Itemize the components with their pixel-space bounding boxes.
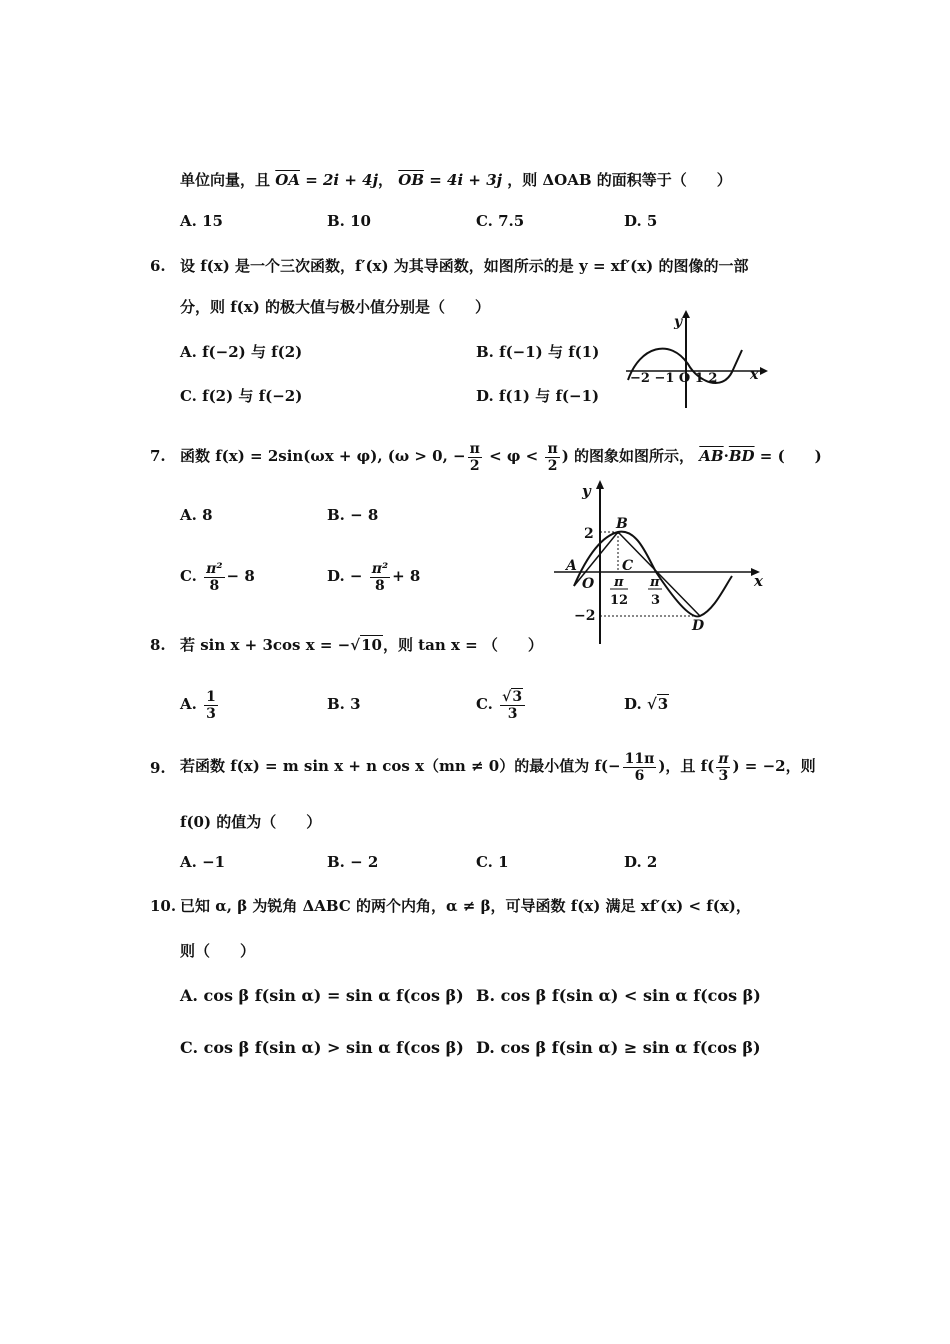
q7-y-tick-2: 2 — [584, 526, 594, 542]
q9-text-b: )，且 f( — [658, 757, 715, 775]
q7-option-d-tail: + 8 — [392, 567, 421, 585]
q7-option-c-frac — [204, 561, 224, 594]
q7-option-c — [180, 556, 255, 596]
q8-text-b: ，则 tan x = （ ） — [382, 636, 543, 654]
q10-stem-line2: 则（ ） — [180, 942, 256, 960]
q9-stem-line2: f(0) 的值为（ ） — [180, 813, 322, 831]
vector-ob: $\overline{OB}$ — [398, 171, 425, 189]
q9-frac1-num: 11π — [624, 750, 655, 767]
vector-bd: $\overline{BD}$ — [728, 447, 755, 465]
q8-option-a-num: 1 — [206, 688, 216, 705]
vector-oa: $\overline{OA}$ — [275, 171, 300, 189]
q8-option-d-sqrt: √3 — [646, 695, 669, 713]
q6-option-d: D. f(1) 与 f(−1) — [476, 387, 600, 405]
q10-option-c: C. cos β f(sin α) > sin α f(cos β) — [180, 1038, 464, 1057]
q6-option-a: A. f(−2) 与 f(2) — [180, 343, 303, 361]
q6-number: 6. — [150, 257, 166, 275]
q5-text-a: 单位向量，且 — [180, 171, 271, 189]
q7-frac-left-den: 2 — [469, 457, 480, 474]
q7-point-d: D — [692, 618, 705, 634]
q7-text-d: = ( ) — [759, 447, 822, 465]
q7-x-label: x — [754, 572, 763, 590]
q7-point-c: C — [622, 558, 634, 574]
q8-option-a-letter: A. — [180, 695, 197, 713]
q5-sep: ， — [378, 171, 394, 189]
q5-option-c: C. 7.5 — [476, 212, 525, 230]
q10-option-d: D. cos β f(sin α) ≥ sin α f(cos β) — [476, 1038, 761, 1057]
q7-option-d-letter: D. − — [327, 567, 363, 585]
q6-option-c: C. f(2) 与 f(−2) — [180, 387, 303, 405]
q8-option-b: B. 3 — [327, 695, 361, 713]
q5-text-b: ，则 ΔOAB 的面积等于（ ） — [507, 171, 732, 189]
q8-option-c-frac — [500, 689, 525, 722]
q8-option-d — [624, 694, 669, 714]
q6-tick-labels: −2 −1 O 1 2 — [630, 371, 718, 386]
q8-option-c-sqrt: √3 — [502, 688, 523, 705]
q9-number: 9. — [150, 759, 166, 777]
q7-origin: O — [582, 576, 595, 592]
vector-ab: $\overline{AB}$ — [699, 447, 724, 465]
q9-text-a: 若函数 f(x) = m sin x + n cos x（mn ≠ 0）的最小值为 f(− — [180, 757, 621, 775]
q9-frac1-den: 6 — [634, 767, 645, 784]
q8-option-d-letter: D. — [624, 695, 642, 713]
q7-tick-pi3-den: 3 — [651, 593, 661, 608]
q6-x-arrow-icon — [760, 367, 768, 375]
q7-option-b: B. − 8 — [327, 506, 379, 524]
q9-frac2-num: π — [718, 750, 729, 767]
q7-option-d-num: π² — [371, 560, 389, 577]
q8-option-a — [180, 684, 220, 724]
q7-y-arrow-icon — [596, 480, 604, 489]
q9-stem-line1 — [180, 748, 816, 784]
q5-oa-expr: = 2i + 4j — [305, 171, 379, 189]
q7-graph — [552, 476, 774, 646]
q7-point-b: B — [616, 516, 628, 532]
q7-frac-right-num: π — [547, 440, 558, 457]
q9-frac1 — [623, 751, 657, 784]
q7-frac-right — [545, 441, 559, 474]
q7-y-label: y — [582, 482, 591, 500]
q5-stem — [180, 170, 732, 190]
q9-option-b: B. − 2 — [327, 853, 379, 871]
q8-option-c-den: 3 — [507, 705, 518, 722]
q7-text-a: 函数 f(x) = 2sin(ωx + φ), (ω > 0, − — [180, 447, 466, 465]
q9-option-c: C. 1 — [476, 853, 509, 871]
q7-point-a: A — [566, 558, 577, 574]
q8-number: 8. — [150, 636, 166, 654]
q10-number: 10. — [150, 897, 177, 915]
q8-option-a-den: 3 — [206, 705, 216, 722]
q6-x-label: x — [750, 367, 759, 383]
q5-option-b: B. 10 — [327, 212, 371, 230]
q10-option-a: A. cos β f(sin α) = sin α f(cos β) — [180, 986, 464, 1005]
q9-option-d: D. 2 — [624, 853, 658, 871]
q7-number: 7. — [150, 447, 166, 465]
q7-y-tick-neg2: −2 — [574, 608, 596, 624]
q7-text-c: ) 的图象如图所示， — [561, 447, 695, 465]
q7-segment-ab — [574, 532, 618, 586]
q5-ob-expr: = 4i + 3j — [429, 171, 503, 189]
q6-y-arrow-icon — [682, 310, 690, 318]
q8-text-a: 若 sin x + 3cos x = − — [180, 636, 351, 654]
q6-stem-line1: 设 f(x) 是一个三次函数，f′(x) 为其导函数，如图所示的是 y = xf′(x) 的图像的一部 — [180, 257, 749, 275]
q8-stem — [180, 635, 543, 655]
q10-option-b: B. cos β f(sin α) < sin α f(cos β) — [476, 986, 761, 1005]
q7-option-a: A. 8 — [180, 506, 213, 524]
q8-option-c-radicand: 3 — [512, 688, 523, 705]
q7-frac-left — [468, 441, 482, 474]
q7-option-d-den: 8 — [375, 577, 385, 594]
q9-option-a: A. −1 — [180, 853, 226, 871]
q10-stem-line1: 已知 α, β 为锐角 ΔABC 的两个内角，α ≠ β，可导函数 f(x) 满足 xf′(x) < f(x)， — [180, 897, 751, 915]
q7-option-c-den: 8 — [209, 577, 220, 594]
q8-sqrt-radicand: 10 — [361, 636, 382, 654]
q6-option-b: B. f(−1) 与 f(1) — [476, 343, 600, 361]
q5-option-d: D. 5 — [624, 212, 658, 230]
q5-option-a: A. 15 — [180, 212, 223, 230]
q8-option-c-num — [500, 689, 525, 706]
q8-option-c-letter: C. — [476, 695, 493, 713]
q7-frac-left-num: π — [469, 440, 480, 457]
q7-tick-pi3-num: π — [650, 575, 660, 590]
q7-frac-right-den: 2 — [547, 457, 558, 474]
q8-sqrt: √10 — [350, 636, 382, 654]
q8-option-c — [476, 684, 527, 724]
q7-text-b: < φ < — [489, 447, 539, 465]
q7-option-d — [327, 556, 420, 596]
q7-option-c-tail: − 8 — [226, 567, 255, 585]
q9-text-c: ) = −2，则 — [732, 757, 816, 775]
q9-frac2-den: 3 — [718, 767, 729, 784]
q7-dot: · — [723, 447, 729, 465]
q7-option-d-frac — [370, 561, 390, 594]
q7-option-c-letter: C. — [180, 567, 197, 585]
q7-stem — [180, 439, 822, 474]
q8-option-a-frac — [204, 689, 218, 722]
q6-stem-line2: 分，则 f(x) 的极大值与极小值分别是（ ） — [180, 298, 491, 316]
q7-option-c-num: π² — [206, 560, 223, 577]
q9-frac2 — [716, 751, 730, 784]
q7-tick-pi12-den: 12 — [610, 593, 629, 608]
q7-tick-pi12-num: π — [614, 575, 624, 590]
q6-y-label: y — [674, 314, 683, 330]
q8-option-d-radicand: 3 — [657, 695, 669, 713]
q6-graph — [620, 308, 770, 410]
